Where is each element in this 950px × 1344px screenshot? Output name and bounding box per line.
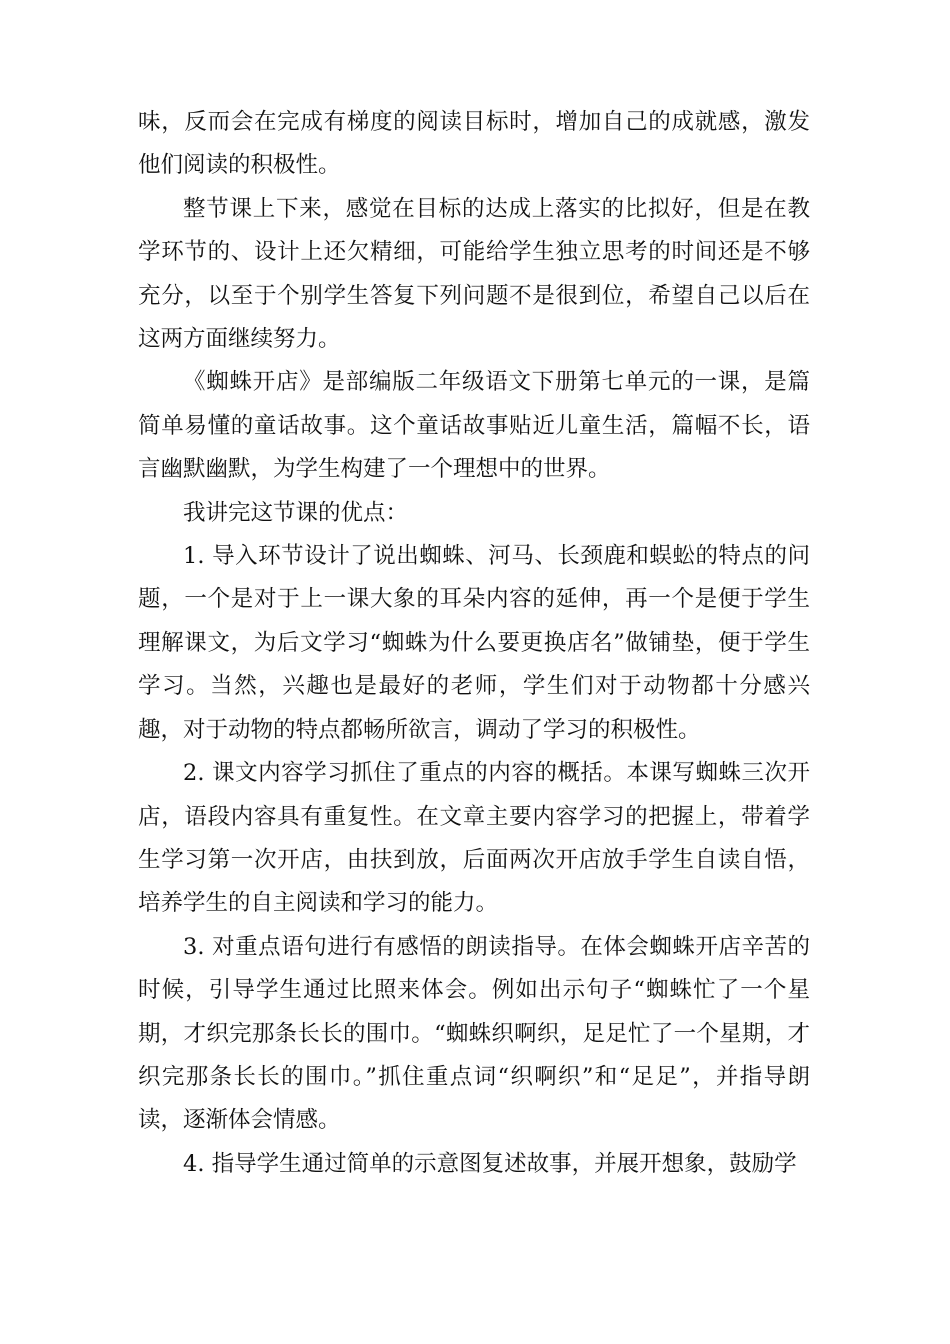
paragraph-point-1: 1. 导入环节设计了说出蜘蛛、河马、长颈鹿和蜈蚣的特点的问题，一个是对于上一课大象的耳朵内容的延伸，再一个是便于学生理解课文，为后文学习“蜘蛛为什么要更换店名”做铺垫，便于学生学习。当然，兴趣也是最好的老师，学生们对于动物都十分感兴趣，对于动物的特点都畅所欲言，调动了学习的积极性。 <box>138 543 810 743</box>
document-body <box>138 101 810 1186</box>
paragraph-point-4: 4. 指导学生通过简单的示意图复述故事，并展开想象，鼓励学 <box>183 1150 797 1177</box>
paragraph-text-introduction: 《蜘蛛开店》是部编版二年级语文下册第七单元的一课，是篇简单易懂的童话故事。这个童话故事贴近儿童生活，篇幅不长，语言幽默幽默，为学生构建了一个理想中的世界。 <box>138 369 810 483</box>
paragraph-point-2: 2. 课文内容学习抓住了重点的内容的概括。本课写蜘蛛三次开店，语段内容具有重复性。在文章主要内容学习的把握上，带着学生学习第一次开店，由扶到放，后面两次开店放手学生自读自悟，培养学生的自主阅读和学习的能力。 <box>138 760 810 917</box>
paragraph-strengths-heading: 我讲完这节课的优点： <box>183 499 409 526</box>
paragraph-continuation: 味，反而会在完成有梯度的阅读目标时，增加自己的成就感，激发他们阅读的积极性。 <box>138 109 810 179</box>
paragraph-point-3: 3. 对重点语句进行有感悟的朗读指导。在体会蜘蛛开店辛苦的时候，引导学生通过比照来体会。例如出示句子“蜘蛛忙了一个星期，才织完那条长长的围巾。“蜘蛛织啊织，足足忙了一个星期，才织完那条长长的围巾。”抓住重点词“织啊织”和“足足”，并指导朗读，逐渐体会情感。 <box>138 933 810 1134</box>
paragraph-lesson-summary: 整节课上下来，感觉在目标的达成上落实的比拟好，但是在教学环节的、设计上还欠精细，可能给学生独立思考的时间还是不够充分，以至于个别学生答复下列问题不是很到位，希望自己以后在这两方面继续努力。 <box>138 195 810 353</box>
